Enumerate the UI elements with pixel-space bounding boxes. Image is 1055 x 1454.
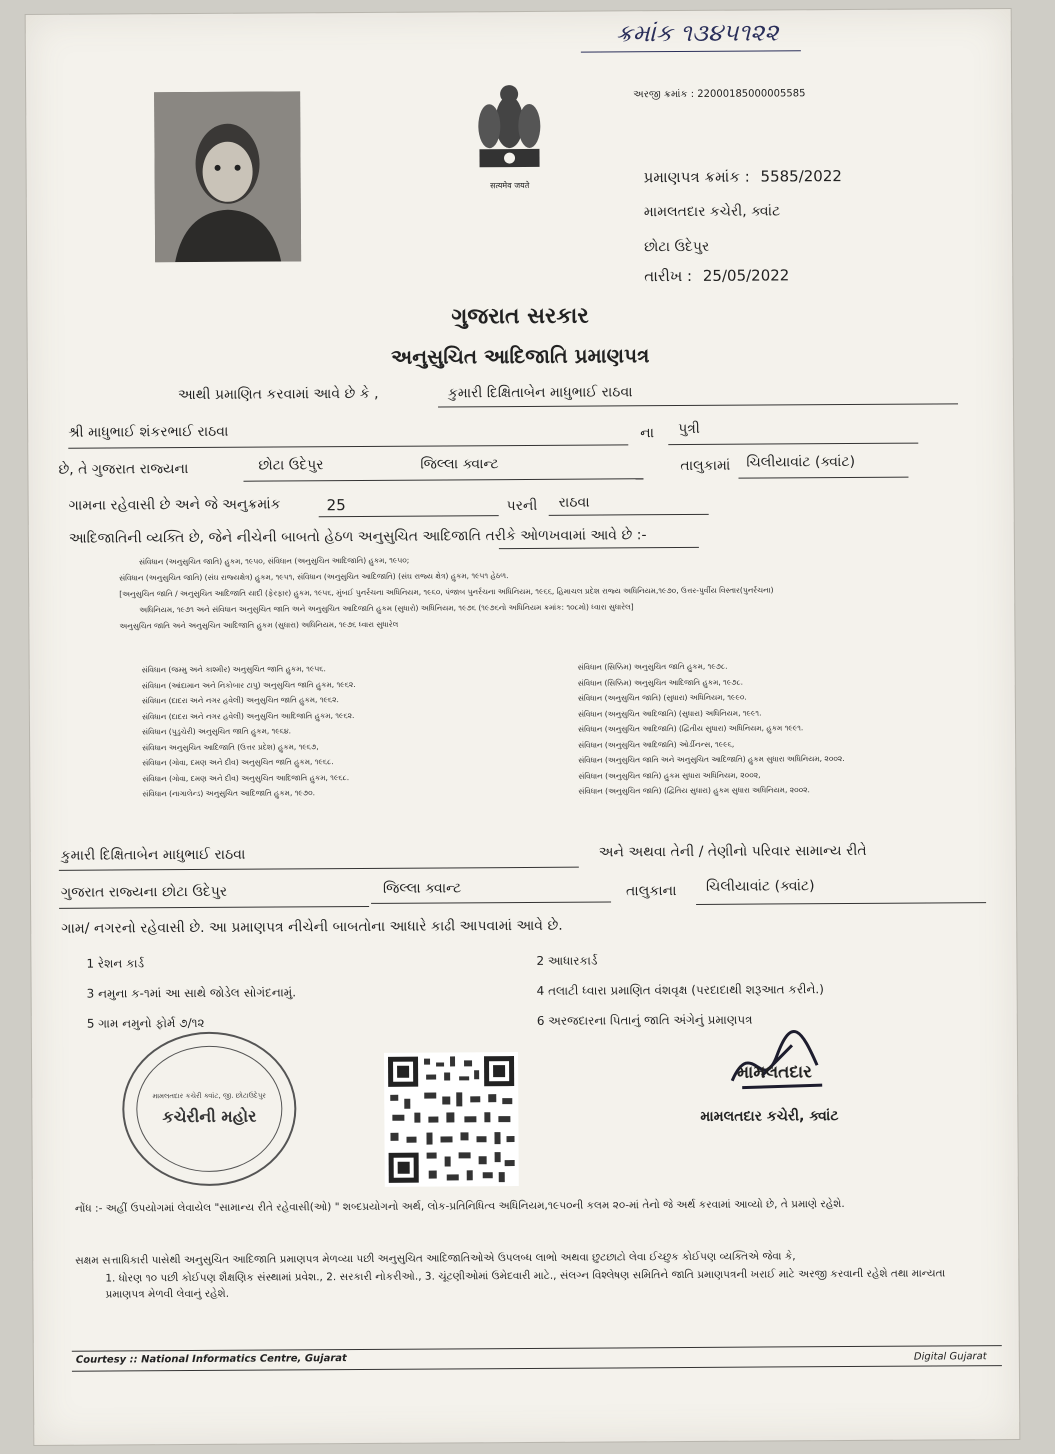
office-line-2: છોટા ઉદેપુર (644, 238, 710, 256)
handwritten-reference: ક્રમાંક ૧૩૪૫૧૨૨ (615, 18, 779, 48)
order-item: સંવિધાન (ગોવા, દમણ અને દીવ) અનુસુચિત આદિજાતિ હુકમ, ૧૯૬૮. (142, 772, 350, 783)
doc-item-5: 5 ગામ નમુનો ફોર્મ ૭/૧૨ (86, 1015, 205, 1031)
taluka-2-underline (696, 902, 986, 905)
doc-item-6: 6 અરજદારના પિતાનું જાતિ અંગેનું પ્રમાણપત્ર (536, 1012, 753, 1028)
district-underline (243, 478, 643, 481)
applicant-name: કુમારી દિક્ષિતાબેન માધુભાઈ રાઠવા (447, 384, 633, 402)
emblem-icon (464, 74, 555, 175)
applicant-photo (154, 91, 301, 262)
father-name-underline (68, 444, 628, 448)
date-value: 25/05/2022 (702, 266, 790, 285)
doc-item-4: 4 તલાટી ધ્વારા પ્રમાણિત વંશવૃક્ષ (પરદાદાથી શરૂઆત કરીને.) (536, 982, 824, 998)
jilla-kwant: જિલ્લા ક્વાન્ટ (420, 456, 499, 473)
parni-label: પરની (506, 497, 538, 515)
state-line-underline (59, 906, 369, 909)
order-item: સંવિધાન (આંદામાન અને નિકોબાર ટાપુ) અનુસુચિત જાતિ હુકમ, ૧૯૬૨. (141, 679, 356, 690)
state-prefix: છે, તે ગુજરાત રાજ્યના (58, 461, 189, 478)
signatory-title: મામલતદાર (737, 1062, 812, 1083)
father-name: શ્રી માધુભાઈ શંકરભાઈ રાઠવા (68, 423, 229, 441)
order-item: સંવિધાન (દાદરા અને નગર હવેલી) અનુસુચિત આદિજાતિ હુકમ, ૧૯૬૨. (141, 710, 355, 721)
village-label: ગામના રહેવાસી છે અને જે અનુક્રમાંક (68, 496, 281, 514)
qr-code (384, 1052, 519, 1187)
date-label: તારીખ : (644, 266, 693, 286)
resident-statement: ગામ/ નગરનો રહેવાસી છે. આ પ્રમાણપત્ર નીચેની બાબતોના આધારે કાઢી આપવામાં આવે છે. (61, 917, 563, 937)
fine-line: અનુસુચિત જાતિ અને અનુસુચિત આદિજાતિ હુકમ (સુધારા) અધિનિયમ, ૧૯૭૬ ધ્વારા સુધારેલ (119, 619, 399, 631)
office-seal (122, 1031, 297, 1186)
footer-courtesy: Courtesy :: National Informatics Centre, Gujarat (75, 1353, 347, 1366)
caste-underline (549, 514, 709, 516)
order-item: સંવિધાન (અનુસુચિત જાતિ અને અનુસુચિત આદિજાતિ) હુકમ સુધારા અધિનિયમ, ૨૦૦૨. (578, 754, 845, 765)
date-row (644, 266, 789, 285)
applicant-name-underline (438, 403, 958, 407)
serial-underline (319, 515, 499, 517)
order-item: સંવિધાન (અનુસુચિત જાતિ) હુકમ સુધારા અધિનિયમ, ૨૦૦૨, (578, 770, 761, 781)
order-item: સંવિધાન (સિક્કિમ) અનુસુચિત આદિજાતિ હુકમ, ૧૯૭૮. (577, 677, 744, 688)
certificate-number-label: પ્રમાણપત્ર ક્રમાંક : (643, 167, 750, 187)
emblem-motto: सत्यमेव जयते (490, 180, 530, 191)
application-number: અરજી ક્રમાંક : 22000185000005585 (633, 88, 806, 101)
order-item: સંવિધાન (સિક્કિમ) અનુસુચિત જાતિ હુકમ, ૧૯૭૮. (577, 661, 728, 672)
fine-line: સંવિધાન (અનુસુચિત જાતિ) હુકમ, ૧૯૫૦, સંવિધાન (અનુસુચિત આદિજાતિ) હુકમ, ૧૯૫૦; (138, 555, 410, 567)
order-item: સંવિધાન (અનુસુચિત આદિજાતિ) (સુધારા) અધિનિયમ, ૧૯૯૧. (577, 708, 762, 719)
eligibility-paragraph: સક્ષમ સત્તાધિકારી પાસેથી અનુસુચિત આદિજાતિ પ્રમાણપત્ર મેળવ્યા પછી અનુસુચિત આદિજાતિઓએ ઉપલબ્ધ લાભો અથવા છુટછાટો લેવા ઈચ્છુક કોઈપણ વ્યક્તિએ જેવા કે, (75, 1250, 796, 1267)
qr-code-icon (384, 1052, 519, 1187)
legal-fine-print (119, 549, 999, 634)
na-label: ના (640, 425, 655, 442)
eligibility-paragraph-2: 1. ધોરણ ૧૦ પછી કોઈપણ શૈક્ષણિક સંસ્થામાં પ્રવેશ., 2. સરકારી નોકરીઓ., 3. ચૂંટણીઓમાં ઉમેદવારી માટે., સંલગ્ન વિશ્લેષણ સમિતિને જાતિ પ્રમાણપત્રની ખરાઈ માટે અરજી કરવાની રહેશે તથા માન્યતા પ્રમાણપત્ર મેળવી લેવાનું રહેશે. (105, 1267, 946, 1301)
note-text: નોંધ :- અહીં ઉપયોગમાં લેવાયેલ "સામાન્ય રીતે રહેવાસી(ઓ) " શબ્દપ્રયોગનો અર્થ, લોક-પ્રતિનિધિત્વ અધિનિયમ,૧૯૫૦ની કલમ ૨૦-માં તેનો જે અર્થ કરવામાં આવ્યો છે, તે પ્રમાણે રહેશે. (74, 1198, 845, 1215)
district-value: છોટા ઉદેપુર (258, 457, 324, 474)
fine-line: સંવિધાન (અનુસુચિત જાતિ) (સંઘ રાજ્યક્ષેત્ર) હુકમ, ૧૯૫૧, સંવિધાન (અનુસુચિત આદિજાતિ) (સંઘ રાજ્ય ક્ષેત્ર) હુકમ, ૧૯૫૧ હેઠળ. (119, 571, 509, 583)
jilla-2-underline (371, 901, 611, 903)
footer-brand: Digital Gujarat (913, 1351, 987, 1363)
taluka-value: ચિલીયાવાંટ (ક્વાંટ) (746, 453, 856, 471)
jilla-2: જિલ્લા ક્વાન્ટ (382, 880, 462, 897)
signatory-office: મામલતદાર કચેરી, ક્વાંટ (700, 1108, 839, 1125)
family-label: અને અથવા તેની / તેણીનો પરિવાર સામાન્ય રીતે (598, 842, 867, 861)
order-item: સંવિધાન (અનુસુચિત આદિજાતિ) (દ્વિતીય સુધારા) અધિનિયમ, હુકમ ૧૯૯૧. (577, 723, 804, 734)
order-item: સંવિધાન (અનુસુચિત જાતિ) (દ્વિતિય સુધારા) હુકમ સુધારા અધિનિયમ, ૨૦૦૨. (578, 785, 810, 796)
state-line-2: ગુજરાત રાજ્યના છોટા ઉદેપુર (60, 883, 228, 901)
signature-icon (722, 1025, 832, 1096)
seal-ring-text: મામલતદાર કચેરી ક્વાંટ, જી. છોટાઉદેપુર (152, 1091, 267, 1100)
name-repeat-underline (59, 867, 579, 871)
order-item: સંવિધાન (દાદરા અને નગર હવેલી) અનુસુચિત જાતિ હુકમ, ૧૯૬૨. (141, 695, 339, 706)
fine-line: [અનુસુચિત જાતિ / અનુસુચિત આદિજાતિ યાદી (ફેરફાર) હુકમ, ૧૯૫૬, મુંબઈ પુનર્રચના અધિનિયમ, ૧૯૬૦, પંજાબ પુનર્રચના અધિનિયમ, ૧૯૬૬, હિમાચલ પ્રદેશ રાજ્ય અધિનિયમ,૧૯૭૦, ઉત્તર-પુર્વીય વિસ્તાર(પુનર્રચના) (119, 585, 774, 599)
taluka-2-label: તાલુકાના (625, 883, 677, 900)
orders-left-column (142, 660, 563, 802)
order-item: સંવિધાન (પુડુચેરી) અનુસુચિત જાતિ હુકમ, ૧૯૬૪. (141, 726, 292, 737)
national-emblem (464, 74, 555, 195)
office-line-1: મામલતદાર કચેરી, ક્વાંટ (643, 203, 781, 221)
signature (722, 1025, 832, 1096)
tribe-statement: આદિજાતિની વ્યક્તિ છે, જેને નીચેની બાબતો હેઠળ અનુસુચિત આદિજાતિ તરીકે ઓળખવામાં આવે છે :- (68, 527, 647, 547)
doc-item-2: 2 આધારકાર્ડ (536, 953, 598, 968)
tribe-underline (499, 547, 699, 549)
handwritten-underline (581, 50, 801, 52)
certificate-number-value: 5585/2022 (760, 167, 842, 186)
relation-underline (668, 443, 918, 446)
doc-item-3: 3 નમુના ક-૧માં આ સાથે જોડેલ સોગંદનામું. (86, 985, 297, 1001)
government-title: ગુજરાત સરકાર (451, 303, 589, 330)
serial-number: 25 (326, 496, 346, 515)
certificate-page (26, 9, 1020, 1445)
order-item: સંવિધાન (અનુસુચિત જાતિ) (સુધારા) અધિનિયમ, ૧૯૯૦. (577, 692, 747, 703)
certification-intro: આથી પ્રમાણિત કરવામાં આવે છે કે , (177, 385, 379, 404)
doc-item-1: 1 રેશન કાર્ડ (86, 956, 145, 971)
certificate-title: અનુસુચિત આદિજાતિ પ્રમાણપત્ર (391, 343, 650, 369)
fine-line: અધિનિયમ, ૧૯૭૧ અને સંવિધાન અનુસુચિત જાતિ અને અનુસુચિત આદિજાતિ હુકમ (સુધારો) અધિનિયમ, ૧૯૭૬ (૧૯૭૬નો અધિનિયમ ક્રમાંક: ૧૦૮મો) ધ્વારા સુધારેલ] (139, 602, 634, 615)
order-item: સંવિધાન (ગોવા, દમણ અને દીવ) અનુસુચિત જાતિ હુકમ, ૧૯૬૮. (142, 757, 334, 768)
taluka-underline (738, 477, 908, 479)
order-item: સંવિધાન (અનુસુચિત આદિજાતિ) ઓર્ડીનન્સ, ૧૯૯૬, (578, 739, 735, 750)
relation-value: પુત્રી (678, 420, 700, 438)
order-item: સંવિધાન અનુસુચિત આદિજાતિ (ઉત્તર પ્રદેશ) હુકમ, ૧૯૬૭, (142, 741, 319, 752)
certificate-number-row (644, 167, 842, 186)
caste-value: રાઠવા (558, 494, 590, 511)
footer-rule-bottom (72, 1365, 1002, 1372)
seal-inner-ring (136, 1045, 283, 1172)
footer-rule-top (72, 1345, 1002, 1352)
applicant-name-repeat: કુમારી દિક્ષિતાબેન માધુભાઈ રાઠવા (60, 846, 246, 864)
seal-center-text: કચેરીની મહોર (162, 1106, 257, 1126)
taluka-2-value: ચિલીયાવાંટ (ક્વાંટ) (705, 878, 815, 895)
order-item: સંવિધાન (જમ્મુ અને કાશ્મીર) અનુસુચિત જાતિ હુકમ, ૧૯૫૬. (141, 664, 326, 675)
taluka-label: તાલુકામાં (680, 457, 731, 475)
order-item: સંવિધાન (નાગાલેન્ડ) અનુસુચિત આદિજાતિ હુકમ, ૧૯૭૦. (142, 788, 315, 799)
orders-right-column (578, 657, 999, 799)
